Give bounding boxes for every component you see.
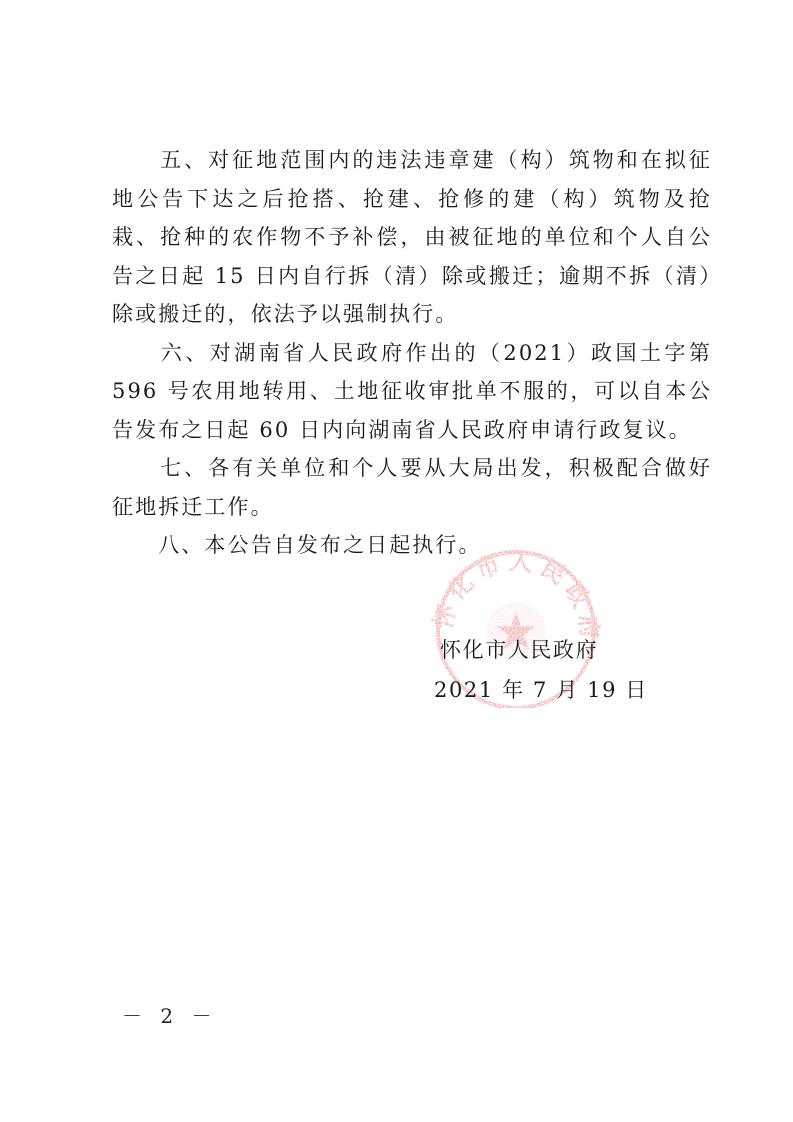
page-number: － 2 － bbox=[122, 1004, 218, 1028]
paragraph-eight: 八、本公告自发布之日起执行。 bbox=[112, 533, 482, 557]
document-body bbox=[112, 141, 712, 565]
signature-block bbox=[434, 630, 648, 710]
signing-organization: 怀化市人民政府 bbox=[440, 638, 599, 662]
paragraph-five: 五、对征地范围内的违法违章建（构）筑物和在拟征地公告下达之后抢搭、抢建、抢修的建（构）筑物及抢栽、抢种的农作物不予补偿，由被征地的单位和个人自公告之日起 15 日内自行拆（清）除或搬迁；逾期不拆（清）除或搬迁的，依法予以强制执行。 bbox=[112, 148, 712, 326]
paragraph-six: 六、对湖南省人民政府作出的（2021）政国土字第 596 号农用地转用、土地征收审批单不服的，可以自本公告发布之日起 60 日内向湖南省人民政府申请行政复议。 bbox=[112, 340, 712, 442]
seal-text: 怀化市人民政府 bbox=[428, 546, 604, 646]
paragraph-seven: 七、各有关单位和个人要从大局出发，积极配合做好征地拆迁工作。 bbox=[112, 456, 712, 519]
signing-date: 2021 年 7 月 19 日 bbox=[434, 678, 648, 702]
